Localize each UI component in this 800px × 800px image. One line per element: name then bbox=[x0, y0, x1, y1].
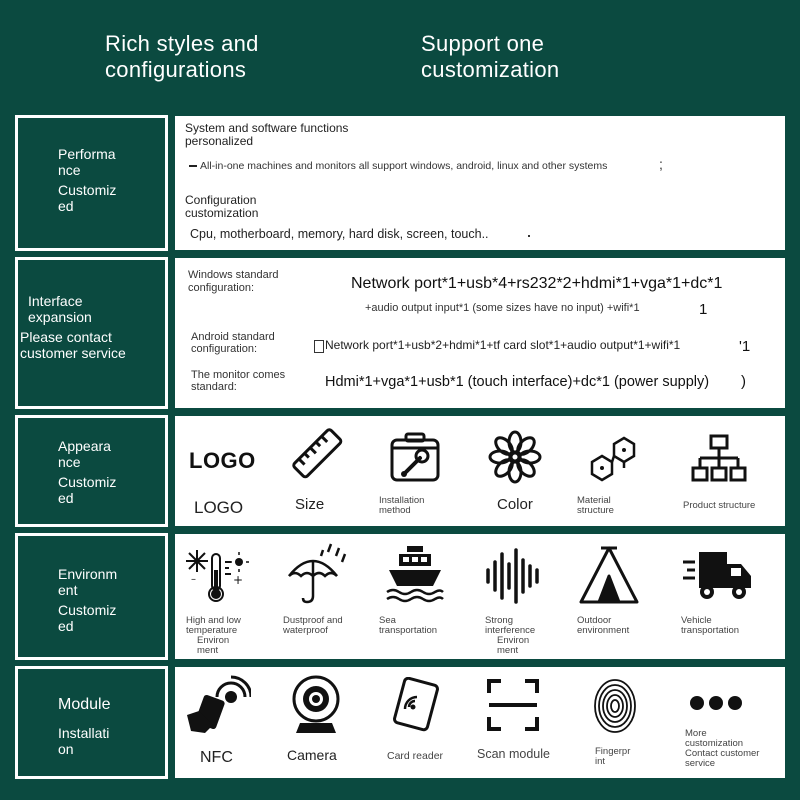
module-panel bbox=[175, 667, 785, 778]
appearance-label-line3: Customiz bbox=[58, 474, 117, 490]
environment-label-line2: ent bbox=[58, 582, 78, 598]
interference-caption-text: Strong interference bbox=[485, 615, 536, 636]
temp-sub-text: Environ ment bbox=[197, 635, 230, 656]
environment-label-box bbox=[15, 533, 168, 660]
flower-icon bbox=[488, 430, 542, 484]
config-desc: Cpu, motherboard, memory, hard disk, screen, touch.. bbox=[190, 227, 489, 241]
performance-label-box bbox=[15, 115, 168, 251]
module-sub-more bbox=[685, 749, 759, 769]
header-left-line2: configurations bbox=[105, 57, 247, 82]
header-left-title bbox=[105, 31, 259, 83]
webcam-icon bbox=[290, 673, 342, 735]
appearance-caption-material bbox=[577, 496, 614, 516]
stray-dot bbox=[528, 235, 530, 237]
fingerprint-caption-text: Fingerpr int bbox=[595, 746, 631, 767]
more-caption-text: More customization bbox=[685, 728, 744, 749]
vehicle-caption-text: Vehicle transportation bbox=[681, 615, 740, 636]
performance-label-line3: Customiz bbox=[58, 182, 117, 198]
interference-sub-text: Environ ment bbox=[497, 635, 530, 656]
environment-sub-interference bbox=[497, 636, 529, 656]
interface-label-line4: customer service bbox=[20, 345, 126, 361]
toolbox-wrench-icon bbox=[388, 430, 442, 484]
header-left-line1: Rich styles and bbox=[105, 31, 259, 56]
appearance-caption-installation bbox=[379, 496, 424, 516]
interface-label-box bbox=[15, 257, 168, 409]
appearance-label-box bbox=[15, 415, 168, 527]
installation-caption-text: Installation method bbox=[379, 495, 425, 516]
thermometer-icon bbox=[185, 546, 249, 606]
environment-caption-interference bbox=[485, 616, 535, 636]
android-label-line1: Android standard bbox=[191, 331, 275, 343]
svg-text:+: + bbox=[233, 573, 244, 587]
appearance-caption-size: Size bbox=[295, 496, 325, 513]
module-label-box bbox=[15, 666, 168, 779]
sys-title-line2: personalized bbox=[185, 134, 254, 148]
appearance-label-line1: Appeara bbox=[58, 438, 111, 454]
win-value-line2: +audio output input*1 (some sizes have no input) +wifi*1 bbox=[365, 302, 640, 314]
appearance-panel bbox=[175, 416, 785, 526]
umbrella-icon bbox=[285, 542, 349, 606]
module-caption-camera: Camera bbox=[287, 747, 337, 763]
interface-label-line2: expansion bbox=[28, 309, 92, 325]
win-label-line1: Windows standard bbox=[188, 269, 279, 281]
performance-label-line4: ed bbox=[58, 198, 74, 214]
header-right-line2: customization bbox=[421, 57, 560, 82]
header-right-title bbox=[421, 31, 559, 83]
config-title-line2: customization bbox=[185, 206, 259, 220]
ruler-icon bbox=[288, 424, 348, 484]
interface-panel bbox=[175, 258, 785, 408]
svg-text:–: – bbox=[191, 574, 196, 585]
module-caption-more bbox=[685, 729, 743, 749]
module-label-line1: Module bbox=[58, 696, 111, 713]
monitor-label-line2: standard: bbox=[191, 381, 237, 393]
header-right-line1: Support one bbox=[421, 31, 545, 56]
stray-mark-semicolon: ; bbox=[659, 156, 663, 172]
sys-desc: All-in-one machines and monitors all support windows, android, linux and other systems bbox=[200, 160, 608, 172]
sys-title-line1: System and software functions bbox=[185, 121, 349, 135]
module-caption-fingerprint bbox=[595, 747, 630, 767]
molecule-icon bbox=[586, 434, 642, 484]
ship-icon bbox=[385, 544, 445, 604]
appearance-label-line4: ed bbox=[58, 490, 74, 506]
sea-caption-text: Sea transportation bbox=[379, 615, 438, 636]
material-caption-text: Material structure bbox=[577, 495, 614, 516]
bullet-dash bbox=[189, 165, 197, 167]
environment-panel bbox=[175, 534, 785, 659]
environment-label-line1: Environm bbox=[58, 566, 118, 582]
performance-panel bbox=[175, 116, 785, 250]
tent-icon bbox=[577, 546, 641, 606]
temp-caption-text: High and low temperature bbox=[186, 615, 241, 636]
header bbox=[0, 0, 800, 112]
appearance-caption-logo: LOGO bbox=[194, 498, 244, 517]
monitor-label-line1: The monitor comes bbox=[191, 369, 286, 381]
android-label-line2: configuration: bbox=[191, 343, 258, 355]
environment-label-line3: Customiz bbox=[58, 602, 117, 618]
more-dots-icon bbox=[689, 695, 743, 711]
interface-label-line3: Please contact bbox=[20, 329, 112, 345]
environment-label-line4: ed bbox=[58, 618, 74, 634]
appearance-label-line2: nce bbox=[58, 454, 81, 470]
monitor-suffix: ) bbox=[741, 373, 746, 390]
environment-caption-vehicle bbox=[681, 616, 739, 636]
fingerprint-icon bbox=[593, 677, 637, 735]
appearance-caption-product-structure: Product structure bbox=[683, 500, 756, 511]
win-value: Network port*1+usb*4+rs232*2+hdmi*1+vga*1+dc*1 bbox=[351, 275, 723, 292]
monitor-value: Hdmi*1+vga*1+usb*1 (touch interface)+dc*1 (power supply) bbox=[325, 374, 710, 390]
dustproof-caption-text: Dustproof and waterproof bbox=[283, 615, 343, 636]
stray-box-mark bbox=[314, 340, 324, 353]
module-label-line3: on bbox=[58, 741, 74, 757]
module-label-line2: Installati bbox=[58, 725, 110, 741]
sound-wave-icon bbox=[485, 548, 545, 604]
more-sub-text: Contact customer service bbox=[685, 748, 760, 769]
environment-caption-outdoor bbox=[577, 616, 629, 636]
win-value-suffix: 1 bbox=[699, 301, 708, 318]
scan-frame-icon bbox=[487, 679, 539, 731]
android-value: Network port*1+usb*2+hdmi*1+tf card slot*1+audio output*1+wifi*1 bbox=[325, 338, 681, 352]
interface-label-line1: Interface bbox=[28, 293, 83, 309]
module-caption-nfc: NFC bbox=[200, 749, 233, 766]
module-caption-card-reader: Card reader bbox=[387, 750, 444, 762]
truck-icon bbox=[681, 548, 755, 604]
environment-caption-temp bbox=[186, 616, 241, 636]
org-chart-icon bbox=[691, 434, 747, 484]
module-caption-scan: Scan module bbox=[477, 747, 550, 761]
appearance-caption-color: Color bbox=[497, 496, 533, 513]
nfc-card-icon bbox=[185, 675, 251, 735]
win-label-line2: configuration: bbox=[188, 282, 255, 294]
card-reader-icon bbox=[391, 677, 443, 733]
logo-text-icon: LOGO bbox=[189, 448, 256, 473]
environment-sub-temp bbox=[197, 636, 229, 656]
performance-label-line1: Performa bbox=[58, 146, 116, 162]
config-title-line1: Configuration bbox=[185, 193, 257, 207]
android-suffix: '1 bbox=[739, 338, 751, 355]
performance-label-line2: nce bbox=[58, 162, 81, 178]
environment-caption-dustproof bbox=[283, 616, 343, 636]
environment-caption-sea bbox=[379, 616, 437, 636]
outdoor-caption-text: Outdoor environment bbox=[577, 615, 630, 636]
